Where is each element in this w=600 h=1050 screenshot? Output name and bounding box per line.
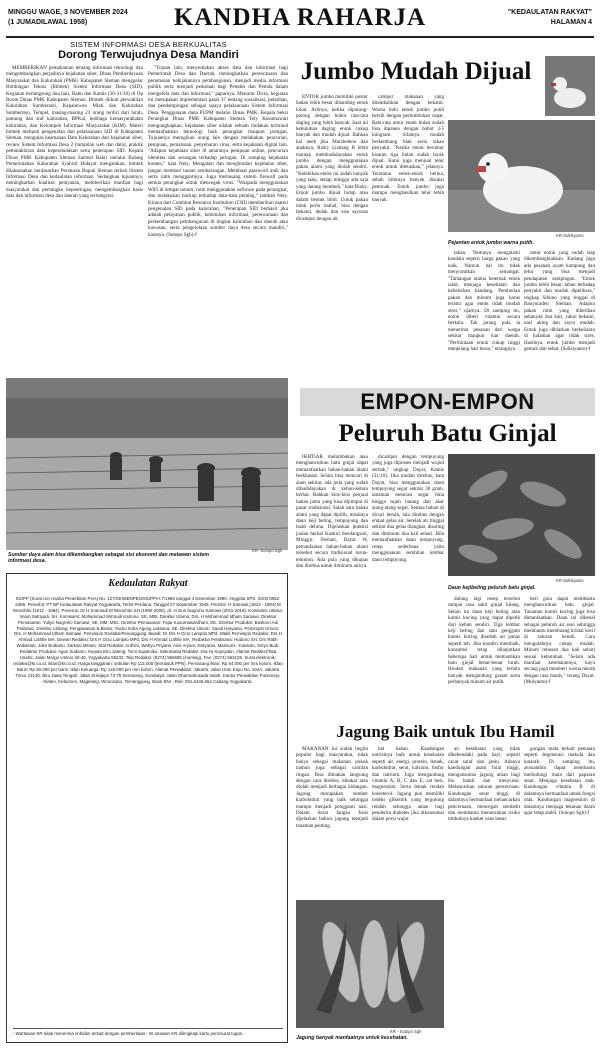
rice-field-photo (6, 378, 288, 550)
rice-field-photo-caption: Sumber daya alam bisa dikembangkan sebagai sisi ekonomi dan melawan sistem informasi desa. (8, 552, 209, 565)
kejibeling-photo (448, 454, 595, 576)
masthead (0, 0, 600, 40)
rice-field-photo-credit: KR- Sutopo Sgh (252, 548, 283, 553)
empon-column-2: dicampur dengan tempuyung yang juga diproses menjadi wujud serbuk," ungkap Dayat, Kamis (31/10). Jika mudah direbus, kata Dayat, bisa menggunakan daun tempuyung segar sekitar 30 gram, tanaman meniran segar lima hingga tujuh batang dan akar alang-alang segar. Semua bahan di dicuci bersih, lalu direbus dengan empat gelas air. Setelah air tinggal sekitar dua gelas diangkat, disaring dan diminum dua kali sehari. Bila memanfaatkan daun tempuyung, resep sederhana yaitu menggunakan sembilan lembar daun tempuyung. (372, 454, 444, 563)
publisher-masthead-box (6, 573, 288, 1043)
empon-headline: Peluruh Batu Ginjal (338, 420, 557, 447)
article2-headline: Jumbo Mudah Dijual (300, 58, 532, 85)
masthead-date: MINGGU WAGE, 3 NOVEMBER 2024 (1 JUMADILAWAL 1958) (8, 9, 128, 26)
article1-headline: Dorong Terwujudnya Desa Mandiri (58, 49, 239, 61)
publisher-logo: Kedaulatan Rakyat (108, 578, 188, 589)
article1-column-2: "Tujuan lain, menyediakan akses data dan informasi bagi Pemerintah Desa dan Daerah, meningkatkan perencanaan dan perumusan kebijakannya pembangunan, menjadi media informasi publik serta menjadi pedoman bagi Pemdes dan Pemda dalam mengelola data dan informasi," paparnya. Menurut Dicta, kegiatan ini merupakan implementasi pasal 37 tentang sosialisasi, pelatihan, dan pendampingan sebagai upaya pelaksanaan Sistem Informasi Desa. Penggunaan dana PUPM melalui Dinas PMK. Kepala Seksi Perangkat Dinas PMK Kabupaten Sleman Tety Kusumawati mengungkapkan, kejahatan siber adalah sebuah tindakan kriminal memanfaatkan teknologi baik perangkat maupun jaringan. Tujuannya merugikan orang lain dengan melakukan pencurian, penipuan, pemalsuan, penyebaran virus, serta kejahatan digital lain. "Adapun kejahatan siber di antaranya penipuan online, pencurian identitas dan serangan terhadap jaringan. Di samping kejahatan konten," kata Nety. Mengatasi dan menghindari kejahatan siber, jangan memberi tautan sembarangan. Membuat password unik dan serta rutin menggantinya. Juga memasang sistem firewall pada semua perangkat untuk mencegah virus. "Waspada menggunakan WiFi di tempat umum, rutin menggunakan software pada perangkat, dan melakukan backup terhadap data-data penting," tambah Nety. Kirana dari Combine Resource Institution (CRI) memberikan materi pengenalan SID pada kalurahan. "Penerapan SID berhasil jika adalah pelayanan publik, kebutuhan informasi, perencanaan dan perkembangan pembangunan di tingkat kalurahan dan daerah atau kawasan, serta pengelolaan sumber daya desa secara mandiri," katanya. (Sutopo Sgh)-f (148, 65, 288, 238)
publisher-footer: - Wartawan KR tidak menerima imbalan terkait dengan pemberitaan - W artawan KR dilengkapi kartu pers/surat tugas. (13, 1028, 283, 1037)
article2-column-3: takan. Tentunya mengalami kendala seperti harga pakan yang naik. Namun hal itu tidak menyurutkan semangat. "Tantangan utama beternak entok ialah menjaga kesehatan dan kebersihan kandang. Pemberian pakan dan minum juga harus teratur agar entok tidak mudah stres," ujarnya. Di samping itu, entok diberi vitamin secara berkala. Tak jarang pula ia menerima pesanan dari warga sekitar maupun luar daerah. "Permintaan entok cukup tinggi menjelang hari besar," terangnya. (448, 250, 520, 353)
article1-column-1: MEMBERIKAN pemahaman tentang informasi teknologi dan mengembangkan perjadinya kejahatan siber, Dinas Pemberdayaan Masyarakat dan Kalurahan (PMK) Kabupaten Sleman menggelar Bimbingan Teknis (Bimtek) Sistem Informasi Desa (SID). Kegiatan berlangsung dua hari, Rabu dan Kamis (30-31/10) di Op Room Dinas PMK Kabupaten Sleman. Bimtek diikuti perwakilan Kalurahan Sumberasri, Kapanewon Mlati dan Kalurahan Sumberrejo, Tempel, masing-masing 23 orang terdiri dari lurah, pamong dan staf kalurahan, BPKal, lembaga kemasyarakatan kalurahan, dan Kelompok Informasi Masyarakat (KIM). Materi bimtek meliputi pengenalan dan pelaksanaan SID di Kabupaten Sleman, mengulas keamanan Data Kalurahan dari kejahatan siber, review Sistem Informasi Desa 2 (tampilan web dan data), praktik pemutakhiran data kependudukan serta penerapan SID. Kepala Dinas PMK Kabupaten Sleman Samsul Bakri melalui Bidang Pemerintahan Kalurahan Syahrul Hidayat mengatakan, bimtek dilaksanakan berdasarkan Peraturan Bupati Sleman terkait Sistem Informasi Desa dan kedaulatan informasi. Sedangkan tujuannya, meningkatkan kualitas pelayanan, memberikan manfaat bagi masyarakat dan pemangku kepentingan, mengembangkan basis data dan informasi desa dan daerah yang terintegrasi. (6, 65, 143, 200)
duck-photo (545, 56, 595, 116)
newspaper-title: KANDHA RAHARJA (173, 4, 427, 31)
corn-photo-caption: Jagung banyak manfaatnya untuk kesehatan. (296, 1035, 408, 1041)
jagung-headline: Jagung Baik untuk Ibu Hamil (336, 722, 555, 741)
jagung-column-4: gungan mata terkait penuaan seperti degenerasi makula dan katarak. Di samping itu, zeaxanthin dapat membantu melindungi mata dari paparan sinar. Menjaga kesehatan otak. Kandungan vitamin B di dalamnya bermanfaat untuk fungsi otak. Kandungan magnesium di dalamnya menjaga tekanan darah agar tetap stabil. (Sutopo Sgh)-f (524, 746, 595, 817)
article2-column-4: umur entok yang sudah siap dikembangbiakkan. Kadang juga ada pesanan ayam kampung dan telur yang bisa menjadi pendapatan sampingan. "Entok jumbo lebih besar, tahan terhadap penyakit dan mudah dipelihara," ungkap Sihono yang tinggal di Banyuraden Sleman. Adapun pakan rutin yang diberikan sebanyak dua kali, yakni bekatul, nasi aking dan sayur mudah. Entok juga dibiarkan berkeliaran di halaman agar tidak stres. Hasilnya, entok jumbo menjadi gemuk dan sehat. (Sulistyanto)-f (524, 250, 595, 353)
publisher-info: SIUPP (Surat Izin Usaha Penerbitan Pers) No. 127/SK/MENPEN/SIUPP/A.7/1986 tanggal 4 Desember 1990, Anggota SPS. ISSN 0852-6486. Penerbit: PT BP Kedaulatan Rakyat Yogyakarta, Terbit Perdana: Tanggal 27 September 1945. Perintis: H Samawi (1913 - 1984) M Wonohito (1912 - 1984). Penerus: Dr H Soemadi M Wonohito SH (1980-2000), dr. H Gun Nugroho Samawi (2011-2019). Komisaris Utama: Imam Satriyadi, SH. Komisaris: Mohammad Wirmudi Kartono, SE, MIB. Direktur Utama: Drs. H Mohammad Idham Samawi. Direktur Pemasaran: Yuliyo Nugroho Samawi, SE, MM, MSc. Direktur Pemasaran: Fajar Kusumawardhani, SE. Direktur Produksi: Baskoro Adi Prabowo. Direktur Litbang, Pengawasan & Bisnis: Yacko Indra Agung Laksana, SE. Direktur Umum: Sasdi Haryanto. Pemimpin Umum: Drs. H Mohammad Idham Samawi. Pemimpin Redaksi/Penanggung Jawab: Dr Drs H Octo Lampito MPd. Wakil Pemimpin Redaksi: Drs H Ahmad Luthfie MA. Dewan Redaksi: Drs H Octo Lampito MPd, Drs H Ahmad Luthfie MA. Redaktur Pelaksana: Hudono SH, Drs Ratih Widiastuti, Joko Budiarto, Zarkasi MHum. Staf Redaksi: Ardhini, Wahyu Priyanti, Anis Aryani, Daryanto, Mansuris, Yuwanto, Setyo Budi. Redaktur Produksi: Agus Sudarso. Kepala Biro Jateng: Tomi Sujatmiko. Sekretariat Redaksi: Dra Hj Supriyatin. Alamat Redaksi/Tata Usaha: Jalan Margo Utomo 40-46, Yogyakarta 55232. Telp Redaksi: (0274) 565685 (Hunting). Fax: (0274) 563125. Surat elektronik: redaksi@kr.co.id, iklan@kr.co.id. Harga langganan: sebulan Rp 113.000 (termasuk PPN). Pemasang iklan: Rp 64.000 per mm kolom. Iklan Baris: Rp 60.000 per baris. Iklan Keluarga: Rp 125.000 per mm kolom. Alamat Perwakilan: Jakarta: Jalan Utan Kayu No. 104A, Jakarta Timur 13120. Biro Jawa Tengah: Jalan Sriwijaya 73-75 Semarang. Surabaya: Jalan Dharmahusada Indah. Kantor Perwakilan Purworejo, Klaten, Kebumen, Magelang, Wonosobo, Temanggung. Bank BNI - Rek: 001.6446.654 Cabang Yogyakarta. (13, 596, 283, 684)
corn-photo (296, 900, 444, 1028)
article1-kicker: SISTEM INFORMASI DESA BERKUALITAS (70, 40, 227, 49)
duck-photo-caption: Pejantan entok jumbo warna putih. (448, 240, 534, 246)
jagung-column-2: hat bahan. Kandungan nutrisinya baik untuk kesehatan seperti air, energi, protein, lemak, karbohidrat, serat, kalsium, fosfor dan natrium. Juga mengandung vitamin A, B, C dan E, zat besi, magnesium. Serta lemak rendah kolesterol. Jagung pun memiliki indeks glikemik yang tergolong rendah sehingga aman bagi penderita diabetes jika dikonsumsi dalam porsi wajar. (372, 746, 444, 823)
masthead-rule (6, 36, 594, 38)
empon-column-3: dulang lagi resep tersebut sampai rasa sakit ginjal hilang. Selain itu daun keji beling atau kumis kucing yang dapat dipetik dari kebun sendiri. Tiga lembar keji beling dan satu genggam kumis kucing diseduh air panas seperti teh. Jika kondisi membaik, konsumsi tetap dilanjutkan beberapa hari untuk memastikan batu ginjal benar-benar luruh. Hindari makanan yang terlalu banyak mengandung garam serta perbanyak minum air putih. (448, 596, 520, 686)
empon-column-1: IKHTIAR melumbukan atau menghancurkan batu ginjal dapat memanfaatkan bahan-bahan alami berkhasiat. Selain bisa mencari di alam sekitar, ada pula yang sudah dibudidayakan di kebun-kebun herbal. Bahkan kios-kios penjual bahan jamu yang bisa dijumpai di pasar tradisional. Salah satu bahan alami yang dapat dipilih, misalnya daun keji beling, tempuyung dan buah delima. Dijelaskan praktisi jualan herbal Kasturi Sendangsari, Minggir, Sleman, Dayat W, pemanfaatan bahan-bahan alami tersebut secara tradisional turun-temurun. Ada pula yang dikupas dan direbus untuk diminum airnya. (296, 454, 368, 569)
jagung-column-3: an kesehatan yang tidak dikehendaki pada bayi, seperti cacat saraf dan janin. Adanya kandungan asam folat tinggi, mengonsumsi jagung aman bagi ibu hamil dan menyusui. Melancarkan saluran pencernaan. Kandungan serat tinggi di dalamnya bermanfaat melancarkan pencernaan, mencegah sembelit dan membantu menurunkan risiko timbulnya kanker usus besar. (448, 746, 520, 823)
duck-photo-credit: KR-Sulistyanto (556, 233, 584, 238)
kejibeling-photo-caption: Daun kejibeling peluruh batu ginjal. (448, 585, 536, 591)
article2-column-1: ENTOK jumbo memiliki postur badan lebih besar dibanding entok lokal. Artinya, ketika dipotong-potong dengan bobot rata-rata daging yang lebih banyak. Saat ini kebutuhan daging entok cukup banyak dan mudah dijual. Bahkan hal aneh jika Marsheleno dan anaknya, Rizky Listiang R lebih mantap membudidayakan entok jumbo dengan menggunakan pakan alami yang diolah sendiri. "Kelebihan entok ini sudah banyak yang tahu, setiap minggu ada saja yang datang membeli," kata Rizky. Entok jumbo dijual hidup atau dalam bentuk bibit. Untuk pakan tidak perlu mahal, bisa dengan bekatul, dedak dan sisa sayuran dicampur dengan air. (296, 94, 368, 222)
empon-empon-banner: EMPON-EMPON (300, 388, 595, 416)
jagung-column-1: MAKANAN ini sudah begitu populer bagi masyarakat, tidak hanya sebagai makanan pokok namun juga sebagai camilan ringan. Bisa dimakan langsung dengan cara direbus, dibakar atau diolah menjadi berbagai hidangan. Jagung merupakan sumber karbohidrat yang baik sehingga mampu menjadi pengganti nasi. Dalam Serat Jangka Jossi dijelaskan bahwa jagung menjadi tanaman penting. (296, 746, 368, 829)
masthead-right: "KEDAULATAN RAKYAT" HALAMAN 4 (507, 9, 592, 26)
empon-column-4: beri gula dapat membantu menghancurkan batu ginjal. Tanaman kumis kucing juga bisa dimanfaatkan. Daun ini dikenal sebagai peluruh air seni sehingga membantu membuang kristal kecil di saluran kemih. Cara mengolahnya cukup mudah. Minum rebusan dua kali sehari sesuai kebutuhan. "Selain ada manfaat kesehatannya, kayu secang juga memberi warna merah dengan rasa manis," terang Dayat. (Mulyanto)-f (524, 596, 595, 686)
corn-photo-credit: KR - Sutopo Sgh (390, 1029, 422, 1034)
white-duck-photo (448, 120, 595, 232)
kejibeling-photo-credit: KR-Sulistyanto (556, 578, 584, 583)
article2-column-2: campur makanan yang ditambahkan dengan bekatul. Warna bulu entok jumbo putih bersih dengan pertumbuhan cepat. Rata-rata umur enam bulan sudah bisa dipanen dengan bobot 3-5 kilogram. Sifatnya mudah berkembang biak serta tahan penyakit. "Ketika entok berumur kisaran tiga bulan sudah layak dijual. Kami juga menjual telur entok untuk ditetaskan," jelasnya. Terutama entok-entok betina, sebab bibitnya banyak disukai peternak. Entok jumbo juga mampu menghasilkan telur lebih banyak. (372, 94, 444, 203)
